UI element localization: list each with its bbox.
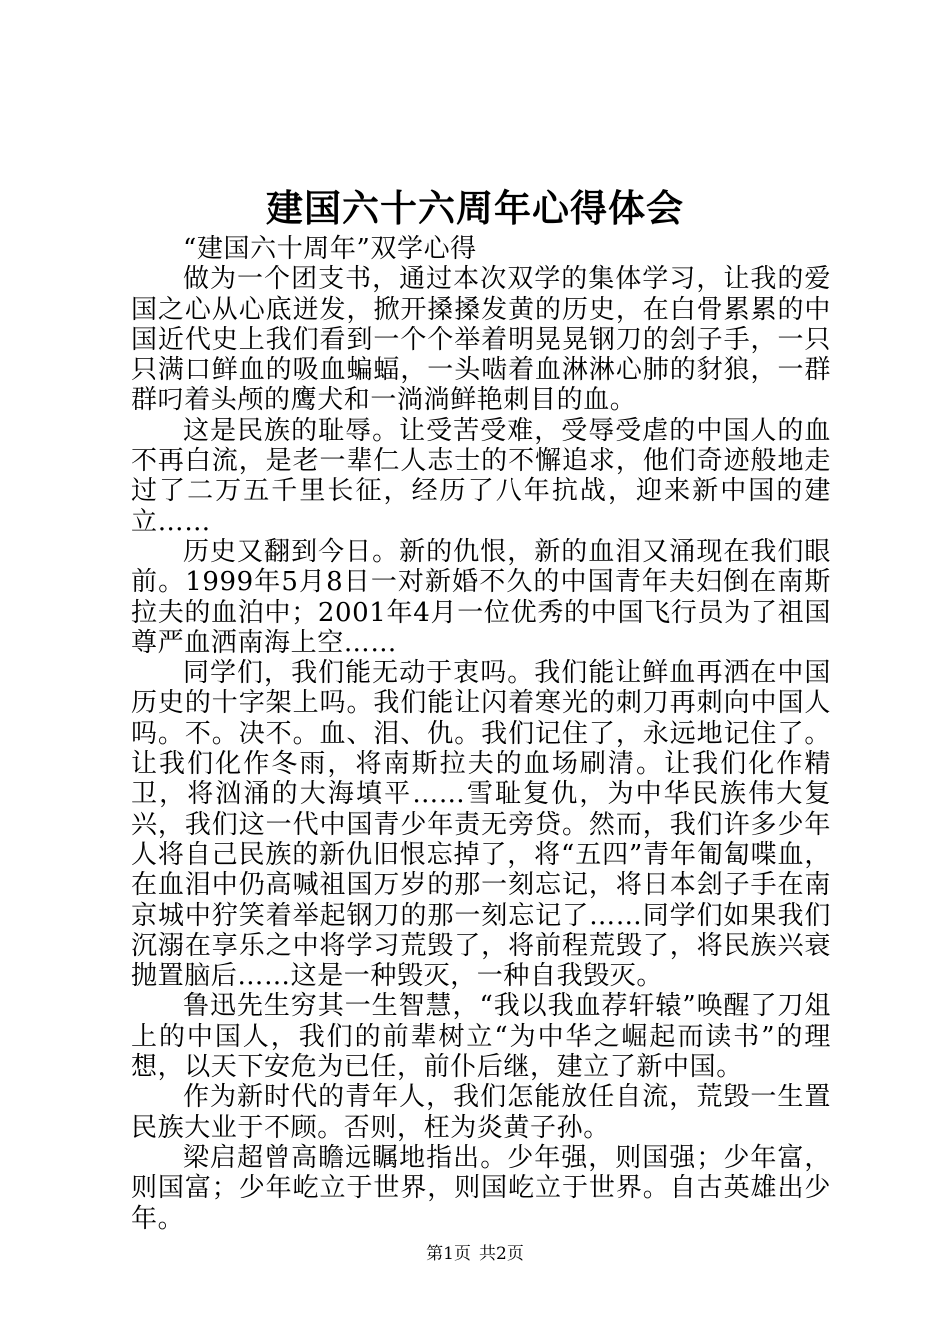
page-title: 建国六十六周年心得体会 (266, 186, 684, 230)
document-body (131, 234, 831, 1234)
page-footer (0, 1243, 950, 1265)
paragraph-6: 作为新时代的青年人，我们怎能放任自流，荒毁一生置民族大业于不顾。否则，枉为炎黄子孙。 (131, 1082, 831, 1143)
paragraph-4: 同学们，我们能无动于衷吗。我们能让鲜血再洒在中国历史的十字架上吗。我们能让闪着寒光的刺刀再刺向中国人吗。不。决不。血、泪、仇。我们记住了，永远地记住了。让我们化作冬雨，将南斯拉夫的血场刷清。让我们化作精卫，将汹涌的大海填平……雪耻复仇，为中华民族伟大复兴，我们这一代中国青少年责无旁贷。然而，我们许多少年人将自己民族的新仇旧恨忘掉了，将“五四”青年匍匐喋血，在血泪中仍高喊祖国万岁的那一刻忘记，将日本刽子手在南京城中狞笑着举起钢刀的那一刻忘记了……同学们如果我们沉溺在享乐之中将学习荒毁了，将前程荒毁了，将民族兴衰抛置脑后……这是一种毁灭，一种自我毁灭。 (131, 658, 831, 992)
paragraph-5: 鲁迅先生穷其一生智慧，“我以我血荐轩辕”唤醒了刀俎上的中国人，我们的前辈树立“为中华之崛起而读书”的理想，以天下安危为已任，前仆后继，建立了新中国。 (131, 991, 831, 1083)
paragraph-2: 这是民族的耻辱。让受苦受难，受辱受虐的中国人的血不再白流，是老一辈仁人志士的不懈追求，他们奇迹般地走过了二万五千里长征，经历了八年抗战，迎来新中国的建立…… (131, 415, 831, 537)
document-subtitle: “建国六十周年”双学心得 (183, 234, 477, 264)
paragraph-3: 历史又翻到今日。新的仇恨，新的血泪又涌现在我们眼前。1999年5月8日一对新婚不久的中国青年夫妇倒在南斯拉夫的血泊中；2001年4月一位优秀的中国飞行员为了祖国尊严血洒南海上空…… (131, 536, 831, 658)
paragraph-1: 做为一个团支书，通过本次双学的集体学习，让我的爱国之心从心底迸发，掀开搡搡发黄的历史，在白骨累累的中国近代史上我们看到一个个举着明晃晃钢刀的刽子手，一只只满口鲜血的吸血蝙蝠，一头啮着血淋淋心肺的豺狼，一群群叼着头颅的鹰犬和一淌淌鲜艳刺目的血。 (131, 264, 831, 416)
page-number: 第1页 (426, 1244, 471, 1264)
page-total: 共2页 (479, 1244, 524, 1264)
paragraph-7: 梁启超曾高瞻远瞩地指出。少年强，则国强；少年富，则国富；少年屹立于世界，则国屹立于世界。自古英雄出少年。 (131, 1142, 831, 1234)
